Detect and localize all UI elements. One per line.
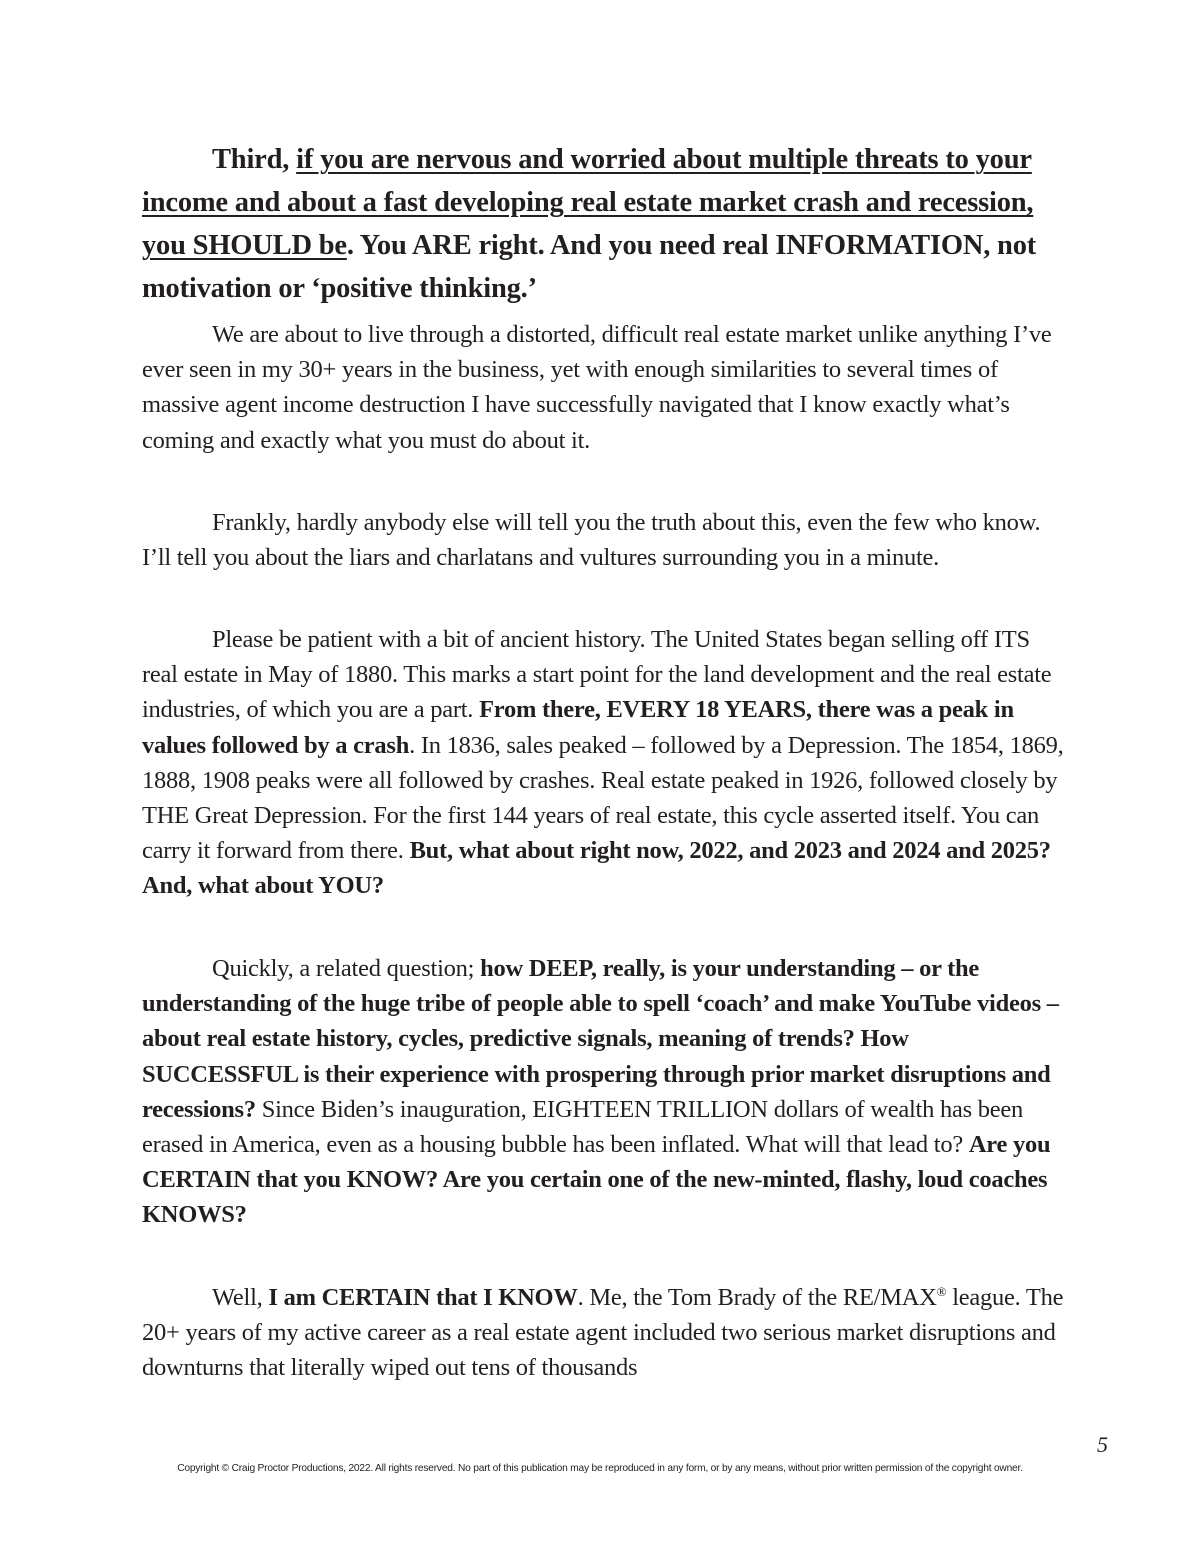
paragraph-1-text: We are about to live through a distorted, difficult real estate market unlike anything I’ve ever seen in my 30+ years in the business, yet with enough similarities to several times of massive agent income destruction I have successfully navigated that I know exactly what’s coming and exactly what you must do about it.	[142, 321, 1052, 454]
p5-text-c: . Me, the Tom Brady of the RE/MAX	[577, 1284, 937, 1311]
p3-text-c: . In 1836, sales peaked – followed by a Depression. The 1854, 1869, 1888, 1908 peaks were all followed by crashes. Real estate peaked in 1926, followed closely by THE Great Depression. For the first 144 years of real estate, this cycle asserted itself. You can carry it forward from there.	[142, 731, 1064, 865]
page-number: 5	[1097, 1432, 1108, 1457]
p4-bold-d: Are you CERTAIN that you KNOW? Are you certain one of the new-minted, flashy, loud coaches KNOWS?	[142, 1131, 1051, 1229]
p3-bold-d: But, what about right now, 2022, and 2023 and 2024 and 2025? And, what about YOU?	[142, 837, 1051, 900]
p5-text-a: Well,	[212, 1284, 269, 1311]
heading-lead: Third,	[212, 144, 297, 175]
p4-text-a: Quickly, a related question;	[212, 955, 481, 982]
paragraph-1	[142, 317, 1067, 458]
p3-text-a: Please be patient with a bit of ancient history. The United States began selling off ITS real estate in May of 1880. This marks a start point for the land development and the real estate industries, of which you are a part.	[142, 626, 1052, 724]
p5-bold-b: I am CERTAIN that I KNOW	[268, 1284, 578, 1311]
copyright-footer: Copyright © Craig Proctor Productions, 2022. All rights reserved. No part of this publication may be reproduced in any form, or by any means, without prior written permission of the copyright owner.	[177, 1463, 1023, 1474]
paragraph-5	[142, 1280, 1067, 1386]
paragraph-2-text: Frankly, hardly anybody else will tell you the truth about this, even the few who know. I’ll tell you about the liars and charlatans and vultures surrounding you in a minute.	[142, 509, 1041, 572]
heading-rest: . You ARE right. And you need real INFORMATION, not motivation or ‘positive thinking.’	[142, 230, 1037, 304]
p4-bold-b: how DEEP, really, is your understanding – or the understanding of the huge tribe of people able to spell ‘coach’ and make YouTube videos – about real estate history, cycles, predictive signals, meaning of trends? How SUCCESSFUL is their experience with prospering through prior market disruptions and recessions?	[142, 955, 1059, 1123]
section-heading	[142, 138, 1067, 310]
paragraph-5-text	[142, 1280, 1067, 1386]
registered-mark: ®	[936, 1283, 947, 1299]
paragraph-4-text	[142, 951, 1067, 1233]
heading-underlined-text: if you are nervous and worried about multiple threats to your income and about a fast developing real estate market crash and recession, you SHOULD be	[142, 144, 1034, 261]
paragraph-4	[142, 951, 1067, 1233]
p3-bold-b: From there, EVERY 18 YEARS, there was a peak in values followed by a crash	[142, 696, 1014, 759]
p4-text-c: Since Biden’s inauguration, EIGHTEEN TRILLION dollars of wealth has been erased in America, even as a housing bubble has been inflated. What will that lead to?	[142, 1095, 1023, 1159]
paragraph-3	[142, 622, 1067, 904]
p5-text-d: league. The 20+ years of my active career as a real estate agent included two serious market disruptions and downturns that literally wiped out tens of thousands	[142, 1284, 1064, 1382]
paragraph-3-text	[142, 622, 1067, 904]
paragraph-2	[142, 505, 1067, 575]
